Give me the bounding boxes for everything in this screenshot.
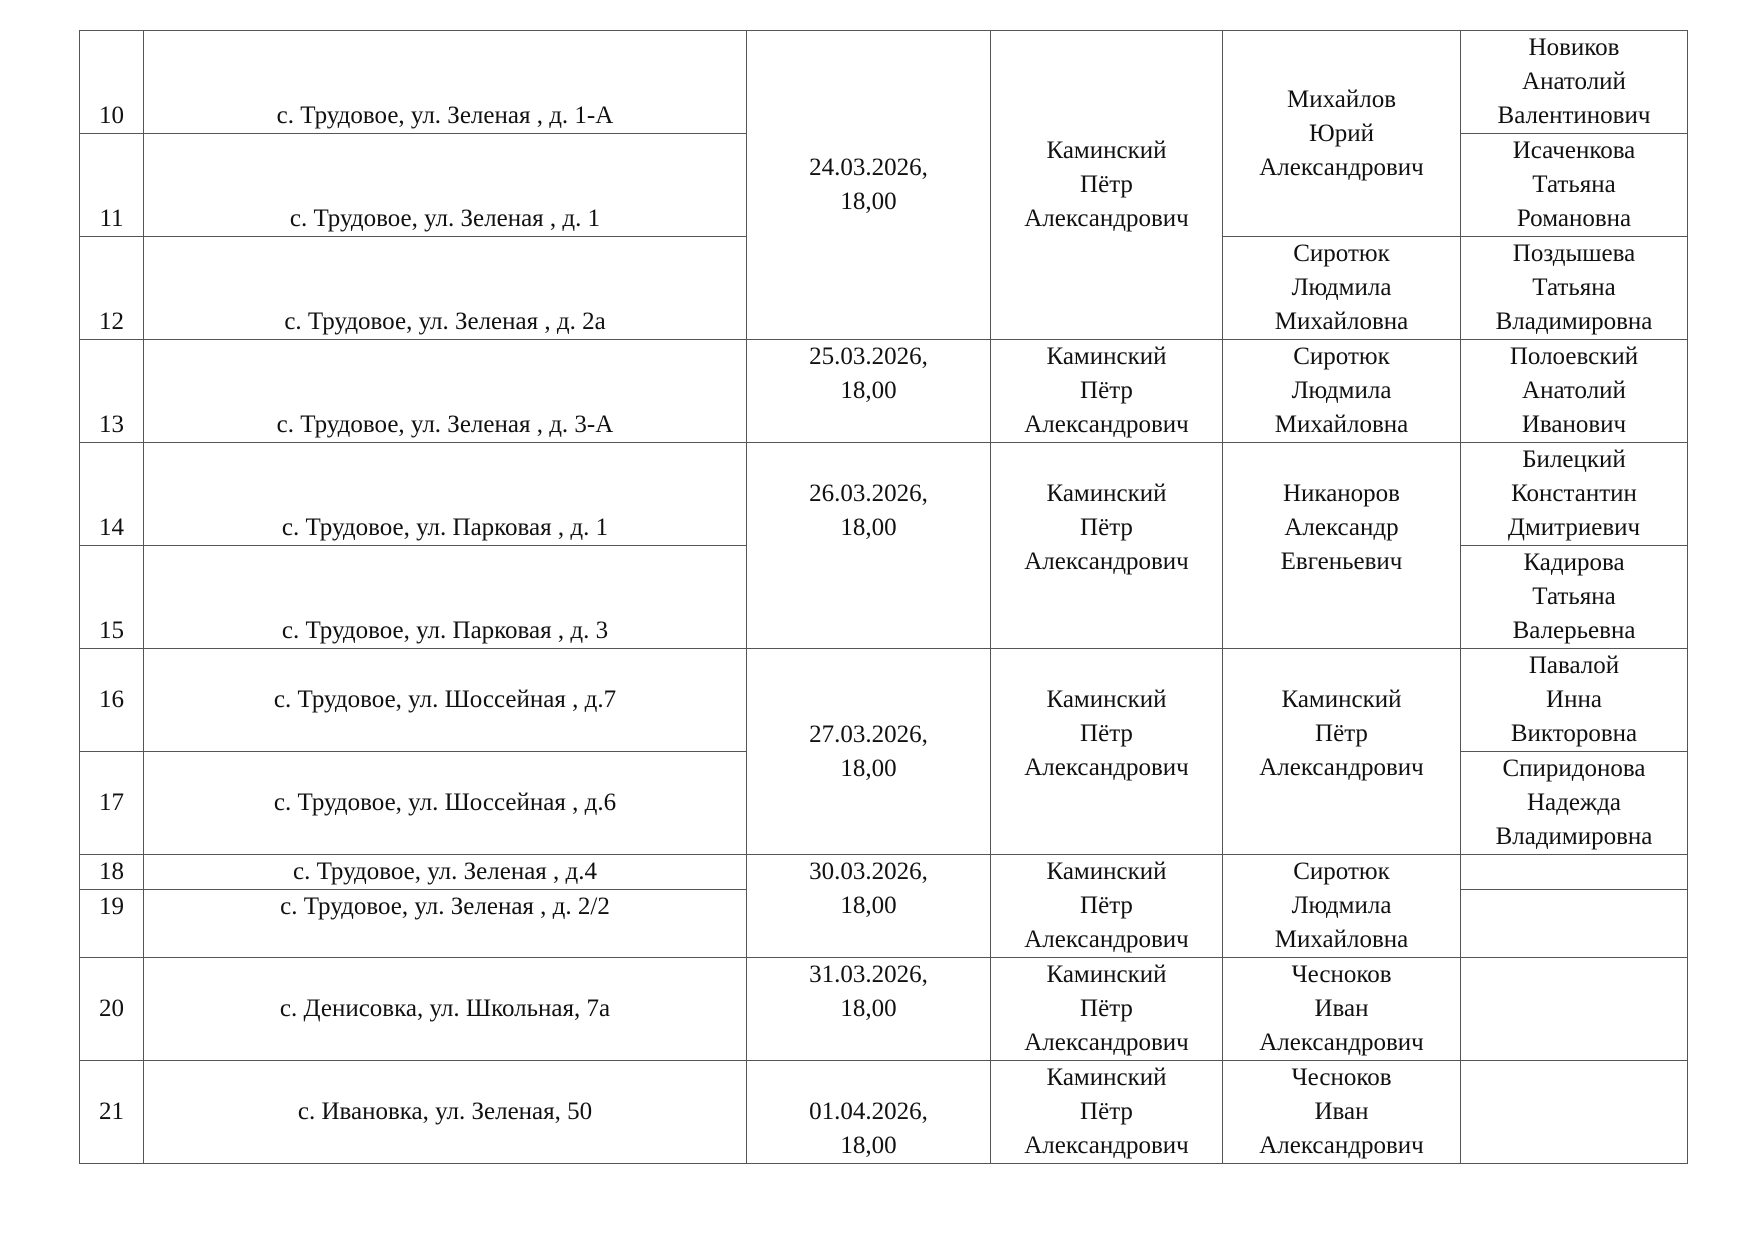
- table-row: [80, 958, 1688, 1061]
- address-cell: с. Трудовое, ул. Зеленая , д. 1-А: [144, 31, 747, 134]
- representative-cell: Сиротюк Людмила Михайловна: [1223, 855, 1461, 958]
- organizer-cell: Каминский Пётр Александрович: [991, 31, 1223, 340]
- table-row: [80, 340, 1688, 443]
- row-number: 14: [80, 443, 144, 546]
- row-number: 15: [80, 546, 144, 649]
- row-number: 19: [80, 890, 144, 958]
- organizer-cell: Каминский Пётр Александрович: [991, 443, 1223, 649]
- meeting-date-cell: 26.03.2026, 18,00: [747, 443, 991, 649]
- address-cell: с. Трудовое, ул. Зеленая , д. 2а: [144, 237, 747, 340]
- meeting-date-cell: 01.04.2026, 18,00: [747, 1061, 991, 1164]
- row-number: 18: [80, 855, 144, 890]
- resident-cell: Полоевский Анатолий Иванович: [1461, 340, 1688, 443]
- representative-cell: Никаноров Александр Евгеньевич: [1223, 443, 1461, 649]
- meeting-date-cell: 31.03.2026, 18,00: [747, 958, 991, 1061]
- resident-cell: [1461, 855, 1688, 890]
- representative-cell: Каминский Пётр Александрович: [1223, 649, 1461, 855]
- resident-cell: Кадирова Татьяна Валерьевна: [1461, 546, 1688, 649]
- address-cell: с. Трудовое, ул. Зеленая , д. 3-А: [144, 340, 747, 443]
- organizer-cell: Каминский Пётр Александрович: [991, 649, 1223, 855]
- table-row: [80, 649, 1688, 752]
- row-number: 20: [80, 958, 144, 1061]
- row-number: 17: [80, 752, 144, 855]
- address-cell: с. Трудовое, ул. Шоссейная , д.6: [144, 752, 747, 855]
- meeting-date-cell: 30.03.2026, 18,00: [747, 855, 991, 958]
- representative-cell: Сиротюк Людмила Михайловна: [1223, 340, 1461, 443]
- address-cell: с. Ивановка, ул. Зеленая, 50: [144, 1061, 747, 1164]
- resident-cell: [1461, 890, 1688, 958]
- row-number: 16: [80, 649, 144, 752]
- table-row: [80, 855, 1688, 890]
- representative-cell: Чесноков Иван Александрович: [1223, 958, 1461, 1061]
- resident-cell: Исаченкова Татьяна Романовна: [1461, 134, 1688, 237]
- resident-cell: Поздышева Татьяна Владимировна: [1461, 237, 1688, 340]
- table-row: [80, 31, 1688, 134]
- row-number: 10: [80, 31, 144, 134]
- representative-cell: Чесноков Иван Александрович: [1223, 1061, 1461, 1164]
- organizer-cell: Каминский Пётр Александрович: [991, 855, 1223, 958]
- organizer-cell: Каминский Пётр Александрович: [991, 958, 1223, 1061]
- organizer-cell: Каминский Пётр Александрович: [991, 1061, 1223, 1164]
- address-cell: с. Денисовка, ул. Школьная, 7а: [144, 958, 747, 1061]
- row-number: 13: [80, 340, 144, 443]
- resident-cell: [1461, 1061, 1688, 1164]
- resident-cell: Павалой Инна Викторовна: [1461, 649, 1688, 752]
- organizer-cell: Каминский Пётр Александрович: [991, 340, 1223, 443]
- resident-cell: Новиков Анатолий Валентинович: [1461, 31, 1688, 134]
- table-row: [80, 1061, 1688, 1164]
- meeting-date-cell: 24.03.2026, 18,00: [747, 31, 991, 340]
- address-cell: с. Трудовое, ул. Зеленая , д.4: [144, 855, 747, 890]
- table-row: [80, 443, 1688, 546]
- address-cell: с. Трудовое, ул. Парковая , д. 1: [144, 443, 747, 546]
- row-number: 12: [80, 237, 144, 340]
- schedule-table: [79, 30, 1688, 1164]
- resident-cell: Спиридонова Надежда Владимировна: [1461, 752, 1688, 855]
- row-number: 11: [80, 134, 144, 237]
- resident-cell: Билецкий Константин Дмитриевич: [1461, 443, 1688, 546]
- resident-cell: [1461, 958, 1688, 1061]
- address-cell: с. Трудовое, ул. Зеленая , д. 1: [144, 134, 747, 237]
- row-number: 21: [80, 1061, 144, 1164]
- representative-cell: Сиротюк Людмила Михайловна: [1223, 237, 1461, 340]
- representative-cell: Михайлов Юрий Александрович: [1223, 31, 1461, 237]
- meeting-date-cell: 25.03.2026, 18,00: [747, 340, 991, 443]
- meeting-date-cell: 27.03.2026, 18,00: [747, 649, 991, 855]
- address-cell: с. Трудовое, ул. Парковая , д. 3: [144, 546, 747, 649]
- address-cell: с. Трудовое, ул. Шоссейная , д.7: [144, 649, 747, 752]
- address-cell: с. Трудовое, ул. Зеленая , д. 2/2: [144, 890, 747, 958]
